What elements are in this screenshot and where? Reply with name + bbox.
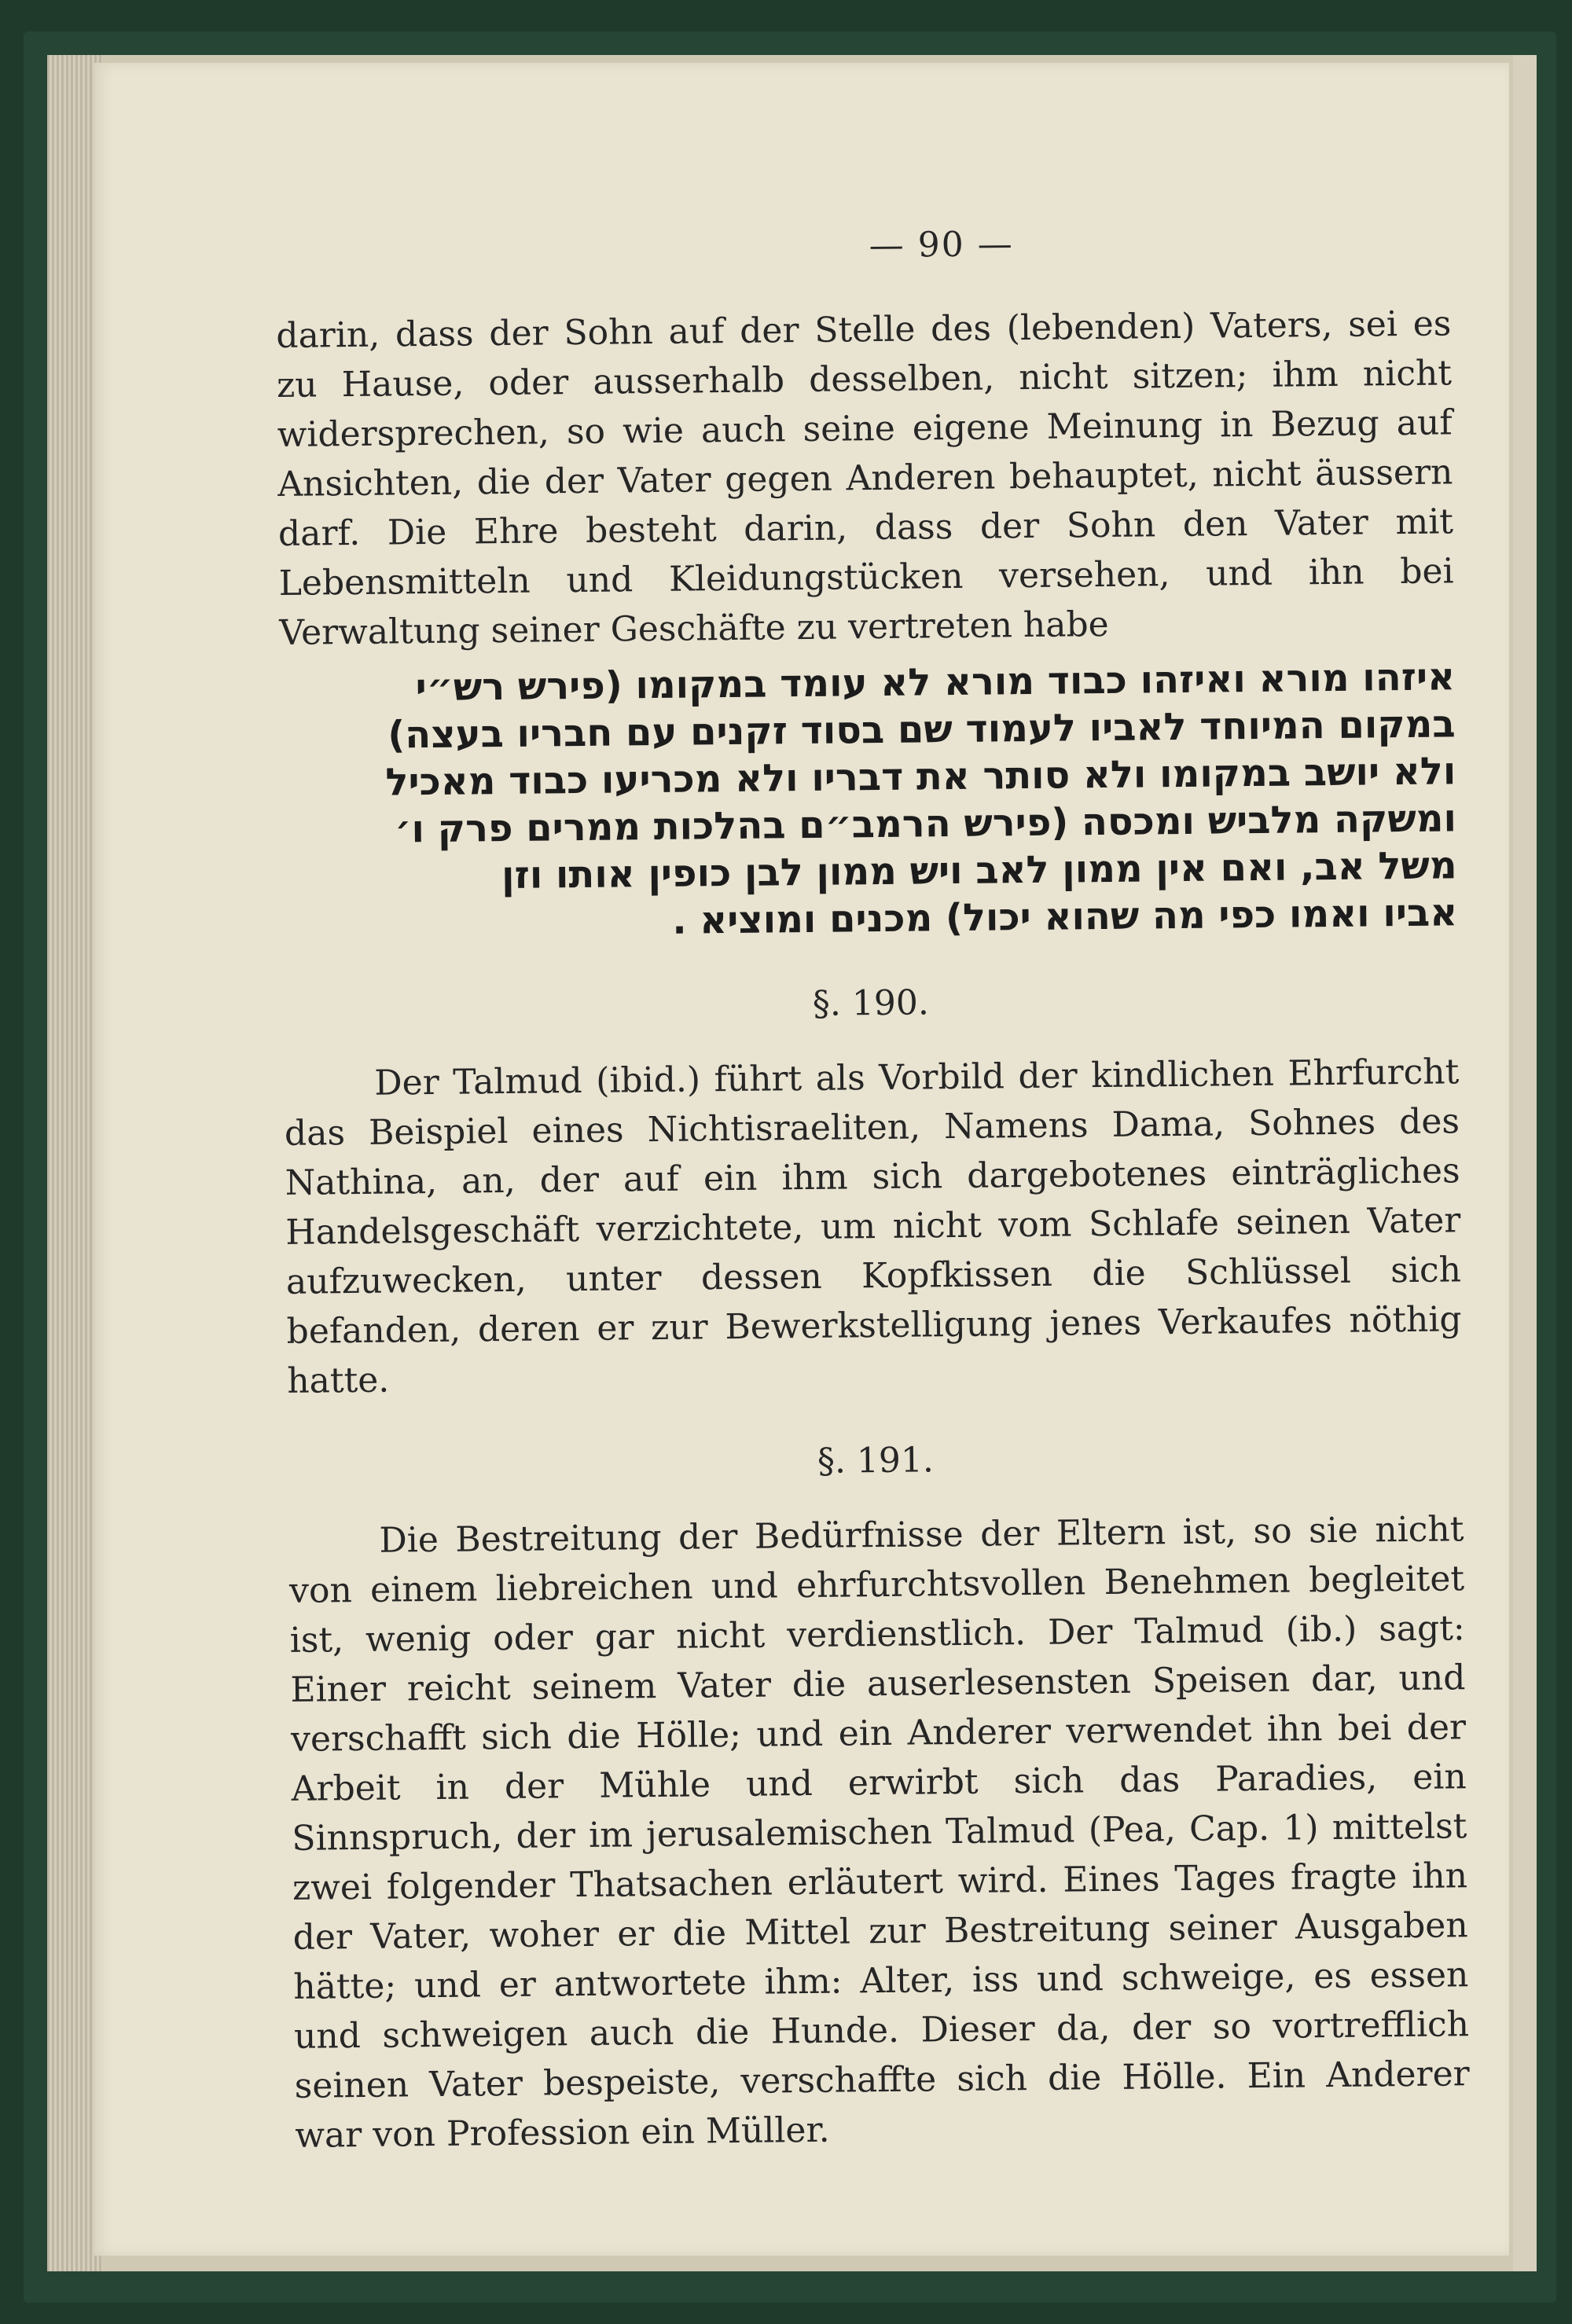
paragraph-continuation: darin, dass der Sohn auf der Stelle des (lebenden) Vaters, sei es zu Hause, oder ausserhalb desselben, nicht sitzen; ihm nicht widersprechen, so wie auch seine eigene Meinung in Bezug auf Ansichten, die der Vater gegen Anderen behauptet, nicht äussern darf. Die Ehre besteht darin, dass der Sohn den Vater mit Lebensmitteln und Kleidungstücken versehen, und ihn bei Verwaltung seiner Geschäfte zu vertreten habe (276, 303, 1454, 653)
page-number: — 90 — (869, 224, 1014, 266)
hebrew-line: ולא יושב במקומו ולא סותר את דבריו ולא מכריעו כבוד מאכיל (385, 749, 1456, 805)
next-page-edge (1513, 55, 1537, 2271)
section-heading-190: §. 190. (812, 982, 930, 1024)
hebrew-line: משל אב, ואם אין ממון לאב ויש ממון לבן כופין אותו וזן (501, 843, 1457, 898)
hebrew-line: ומשקה מלביש ומכסה (פירש הרמב״ם בהלכות ממרים פרק ו׳ (394, 796, 1457, 852)
page-content (275, 219, 1471, 2161)
hebrew-line: איזהו מורא ואיזהו כבוד מורא לא עומד במקומו (פירש רש״י (415, 655, 1456, 710)
paragraph-190: Der Talmud (ibid.) führt als Vorbild der kindlichen Ehrfurcht das Beispiel eines Nichtisraeliten, Namens Dama, Sohnes des Nathina, an, der auf ein ihm sich dargebotenes einträgliches Handelsgeschäft verzichtete, um nicht vom Schlafe seinen Vater aufzuwecken, unter dessen Kopfkissen die Schlüssel sich befanden, deren er zur Bewerkstelligung jenes Verkaufes nöthig hatte. (284, 1052, 1462, 1401)
hebrew-line: אביו ואמו כפי מה שהוא יכול) מכנים ומוציא . (672, 890, 1458, 943)
section-heading-191: §. 191. (817, 1440, 935, 1481)
paragraph-191: Die Bestreitung der Bedürfnisse der Eltern ist, so sie nicht von einem liebreichen und ehrfurchtsvollen Benehmen begleitet ist, wenig oder gar nicht verdienstlich. Der Talmud (ib.) sagt: Einer reicht seinem Vater die auserlesensten Speisen dar, und verschafft sich die Hölle; und ein Anderer verwendet ihn bei der Arbeit in der Mühle und erwirbt sich das Paradies, ein Sinnspruch, der im jerusalemischen Talmud (Pea, Cap. 1) mittelst zwei folgender Thatsachen erläutert wird. Eines Tages fragte ihn der Vater, woher er die Mittel zur Bestreitung seiner Ausgaben hätte; und er antwortete ihm: Alter, iss und schweige, es essen und schweigen auch die Hunde. Dieser da, der so vortrefflich seinen Vater bespeiste, verschaffte sich die Hölle. Ein Anderer war von Profession ein Müller. (288, 1509, 1470, 2156)
hebrew-line: במקום המיוחד לאביו לעמוד שם בסוד זקנים עם חבריו בעצה) (387, 702, 1456, 758)
hebrew-quotation (280, 653, 1458, 949)
